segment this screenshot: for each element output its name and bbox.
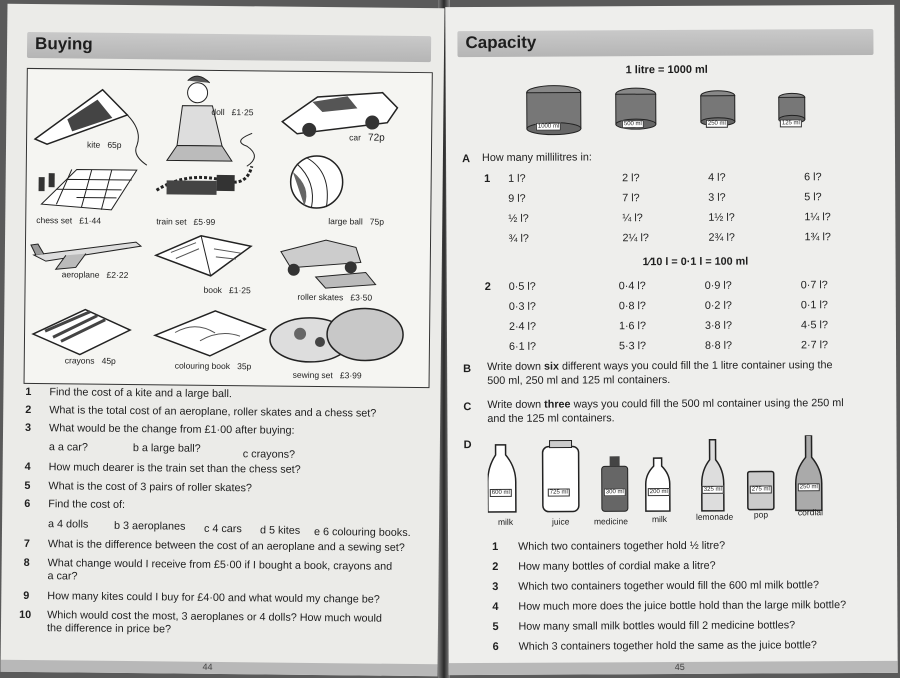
bottle-volume-cordial: 250 ml (798, 483, 820, 491)
colouring-book-label: colouring book 35p (174, 360, 252, 372)
a1-cell: 3 l? (708, 191, 726, 204)
toys-illustration-panel (24, 68, 433, 388)
question-4-text: How much dearer is the train set than the chess set? (48, 461, 301, 476)
a2-cell: 0·2 l? (704, 299, 732, 312)
page-title-buying: Buying (34, 34, 93, 54)
question-1: 1 (25, 385, 32, 399)
question-3-text: What would be the change from £1·00 after buying: (49, 422, 295, 437)
question-9-text: How many kites could I buy for £4·00 and what would my change be? (47, 590, 380, 606)
container-label-500: 500 ml (622, 120, 644, 128)
section-a-q2-number: 2 (484, 280, 491, 293)
bottle-name-lemonade: lemonade (695, 511, 734, 522)
a1-cell: 2 l? (622, 172, 640, 185)
d-question-text: How much more does the juice bottle hold than the large milk bottle? (518, 599, 847, 613)
question-6d: d 5 kites (259, 524, 301, 537)
right-page (445, 5, 897, 675)
section-d-letter: D (463, 439, 472, 452)
bottle-volume-pop: 275 ml (750, 485, 772, 493)
section-c-line2: and the 125 ml containers. (487, 412, 615, 425)
bottle-name-milk-large: milk (497, 516, 514, 527)
bottle-volume-milk-small: 200 ml (648, 488, 670, 496)
bottle-name-cordial: cordial (797, 507, 823, 518)
page-title-capacity: Capacity (465, 32, 537, 53)
a2-cell: 0·3 l? (508, 300, 536, 313)
a1-cell: ¾ l? (508, 232, 529, 245)
bottle-name-medicine: medicine (593, 516, 629, 527)
bottle-volume-milk-large: 600 ml (490, 489, 512, 497)
question-6: 6 (24, 497, 31, 510)
section-c-letter: C (463, 401, 472, 414)
left-footer-bar (1, 660, 438, 677)
a2-cell: 2·7 l? (800, 339, 829, 352)
left-page (1, 4, 445, 677)
a1-cell: 1½ l? (708, 211, 735, 224)
bottle-name-juice: juice (551, 516, 570, 527)
a1-cell: 1¾ l? (804, 231, 831, 244)
bottle-name-pop: pop (753, 509, 769, 520)
aeroplane-picture (31, 241, 141, 270)
a1-cell: 2¾ l? (708, 231, 735, 244)
sewing-set-picture (270, 307, 404, 362)
doll-label: doll £1·25 (211, 106, 254, 118)
bottle-volume-medicine: 300 ml (604, 488, 626, 496)
question-1-text: Find the cost of a kite and a large ball. (49, 386, 232, 401)
a1-cell: 4 l? (708, 171, 726, 184)
right-footer-bar (449, 661, 898, 675)
question-5: 5 (24, 479, 31, 492)
bottle-volume-lemonade: 325 ml (702, 486, 724, 494)
section-header-buying (27, 32, 431, 62)
question-10-text: Which would cost the most, 3 aeroplanes or 4 dolls? How much would (47, 609, 383, 625)
question-9: 9 (23, 589, 30, 602)
roller-skates-label: roller skates £3·50 (297, 291, 373, 303)
a2-cell: 0·5 l? (508, 280, 536, 293)
question-10-text-line2: the difference in price be? (46, 622, 172, 636)
crayons-label: crayons 45p (64, 355, 116, 366)
chess-set-label: chess set £1·44 (36, 215, 102, 226)
d-question-text: Which 3 containers together hold the same as the juice bottle? (518, 639, 817, 653)
medicine-bottle (602, 456, 628, 511)
section-b-line2: 500 ml, 250 ml and 125 ml containers. (487, 374, 671, 387)
section-a-q1-number: 1 (484, 172, 491, 185)
question-3a: a a car? (48, 441, 88, 454)
car-label: car 72p (349, 132, 385, 144)
question-8-text-line2: a car? (47, 570, 78, 583)
cordial-bottle (796, 435, 822, 510)
aeroplane-label: aeroplane £2·22 (61, 269, 129, 281)
section-a-prompt: How many millilitres in: (482, 151, 592, 164)
container-label-125: 125 ml (780, 119, 802, 127)
question-8-text: What change would I receive from £5·00 if I bought a book, crayons and (47, 557, 393, 573)
d-question-number: 1 (492, 540, 499, 553)
d-question-text: How many small milk bottles would fill 2 medicine bottles? (518, 619, 796, 633)
kite-picture (35, 89, 148, 165)
a2-cell: 4·5 l? (800, 319, 828, 332)
question-3c: c crayons? (242, 448, 296, 461)
a2-cell: 6·1 l? (509, 340, 537, 353)
a2-cell: 0·8 l? (618, 300, 646, 313)
a2-cell: 3·8 l? (704, 319, 732, 332)
d-question-text: Which two containers together would fill the 600 ml milk bottle? (518, 579, 819, 593)
doll-picture (167, 76, 233, 161)
colouring-book-picture (155, 310, 265, 356)
question-7: 7 (23, 537, 30, 550)
a1-cell: 2¼ l? (622, 232, 649, 245)
a1-cell: 6 l? (804, 171, 822, 184)
left-page-number: 44 (202, 661, 213, 672)
a2-cell: 5·3 l? (619, 340, 647, 353)
question-3: 3 (25, 421, 32, 435)
question-7-text: What is the difference between the cost of an aeroplane and a sewing set? (47, 538, 405, 554)
question-6-text: Find the cost of: (48, 498, 126, 511)
a1-cell: 1¼ l? (804, 211, 831, 224)
right-page-number: 45 (674, 661, 685, 672)
crayons-picture (33, 309, 130, 355)
d-question-number: 3 (492, 580, 499, 593)
container-label-1000: 1000 ml (536, 123, 561, 131)
question-3b: b a large ball? (132, 442, 201, 455)
section-b-letter: B (463, 363, 472, 376)
question-4: 4 (24, 460, 31, 473)
measuring-containers (526, 81, 826, 139)
a1-cell: ¼ l? (622, 212, 643, 225)
question-5-text: What is the cost of 3 pairs of roller skates? (48, 480, 252, 495)
a2-cell: 0·4 l? (618, 280, 646, 293)
a1-cell: 5 l? (804, 191, 822, 204)
section-header-capacity (457, 29, 873, 57)
a2-cell: 2·4 l? (508, 320, 536, 333)
question-8: 8 (23, 556, 30, 569)
a1-cell: 9 l? (508, 192, 526, 205)
train-set-label: train set £5·99 (156, 216, 216, 227)
section-a-letter: A (462, 153, 471, 166)
book-label: book £1·25 (203, 284, 251, 296)
a1-cell: 1 l? (508, 172, 526, 185)
section-c-line1: Write down three ways you could fill the 500 ml container using the 250 ml (487, 397, 844, 411)
question-10: 10 (19, 608, 32, 622)
juice-carton (543, 440, 579, 511)
section-b-line1: Write down six different ways you could fill the 1 litre container using the (487, 359, 833, 373)
milk-bottle-small (646, 458, 670, 511)
question-6b: b 3 aeroplanes (113, 519, 186, 533)
container-label-250: 250 ml (706, 120, 728, 128)
a2-cell: 8·8 l? (704, 339, 733, 352)
kite-label: kite 65p (86, 139, 122, 150)
bottle-name-milk-small: milk (651, 514, 668, 525)
d-question-text: Which two containers together hold ½ litre? (518, 539, 726, 553)
roller-skates-picture (281, 240, 376, 289)
sewing-set-label: sewing set £3·99 (292, 369, 362, 381)
a1-cell: 7 l? (622, 192, 640, 205)
litre-equivalence: 1 litre = 1000 ml (625, 63, 708, 77)
d-question-text: How many bottles of cordial make a litre? (518, 559, 716, 573)
lemonade-bottle (702, 440, 724, 511)
book-picture (156, 235, 251, 276)
a2-cell: 0·9 l? (704, 279, 732, 292)
d-question-number: 4 (492, 600, 499, 613)
question-6c: c 4 cars (203, 522, 242, 536)
a1-cell: ½ l? (508, 212, 529, 225)
question-2-text: What is the total cost of an aeroplane, roller skates and a chess set? (49, 404, 377, 420)
a2-cell: 0·1 l? (800, 299, 828, 312)
car-picture (282, 92, 397, 138)
bottle-volume-juice: 725 ml (548, 489, 570, 497)
d-question-number: 6 (492, 640, 499, 653)
large-ball-label: large ball 75p (328, 216, 385, 227)
milk-bottle-large (488, 445, 516, 512)
d-question-number: 2 (492, 560, 499, 573)
a2-cell: 0·7 l? (800, 279, 828, 292)
large-ball-picture (290, 156, 343, 209)
question-6e: e 6 colouring books. (313, 525, 411, 539)
a2-cell: 1·6 l? (618, 320, 646, 333)
question-6a: a 4 dolls (47, 518, 89, 531)
d-question-number: 5 (492, 620, 499, 633)
tenth-litre-equivalence: 1⁄10 l = 0·1 l = 100 ml (642, 255, 749, 269)
question-2: 2 (25, 403, 32, 417)
chess-set-picture (38, 169, 136, 210)
